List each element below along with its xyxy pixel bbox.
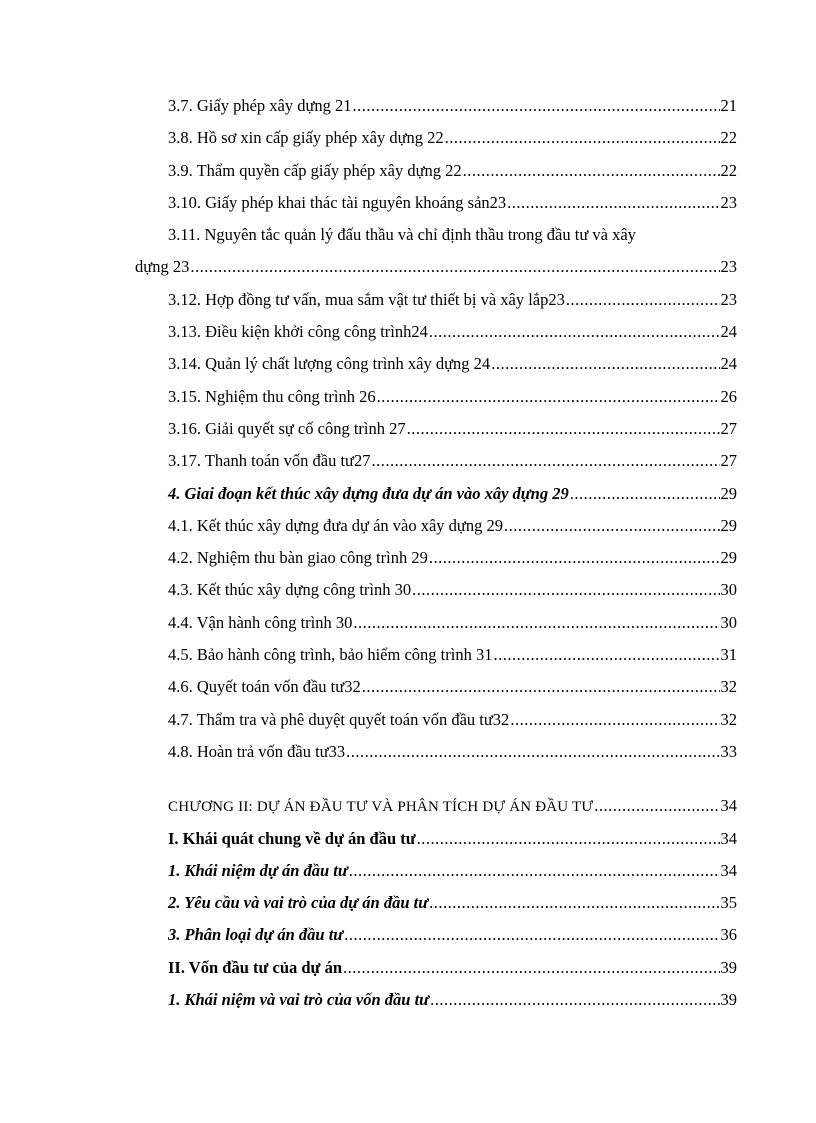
toc-entry-page: 34 xyxy=(720,860,737,880)
dot-leader xyxy=(566,284,720,316)
toc-entry-title: 4.3. Kết thúc xây dựng công trình 30 xyxy=(168,580,412,600)
toc-entry-page: 27 xyxy=(720,418,737,438)
dot-leader xyxy=(344,919,719,951)
toc-entry-3-14[interactable] xyxy=(135,348,737,380)
toc-entry-title: 3.16. Giải quyết sự cố công trình 27 xyxy=(168,418,406,438)
dot-leader xyxy=(430,984,719,1016)
toc-part-1-item-2[interactable] xyxy=(135,887,737,919)
toc-entry-title: 3.8. Hồ sơ xin cấp giấy phép xây dựng 22 xyxy=(168,128,444,148)
toc-entry-title: 3.10. Giấy phép khai thác tài nguyên khoáng sản23 xyxy=(168,192,507,212)
dot-leader xyxy=(504,510,720,542)
toc-entry-title: 1. Khái niệm và vai trò của vốn đầu tư xyxy=(168,990,430,1010)
toc-entry-title: 4.4. Vận hành công trình 30 xyxy=(168,612,353,632)
toc-entry-page: 39 xyxy=(720,957,737,977)
toc-entry-page: 23 xyxy=(720,289,737,309)
dot-leader xyxy=(510,704,719,736)
toc-part-2[interactable] xyxy=(135,952,737,984)
toc-entry-title-line2-row xyxy=(135,251,737,283)
toc-entry-title: 3.14. Quản lý chất lượng công trình xây dựng 24 xyxy=(168,354,491,374)
toc-entry-3-11[interactable] xyxy=(135,219,737,284)
toc-entry-page: 33 xyxy=(720,741,737,761)
toc-entry-3-7[interactable] xyxy=(135,90,737,122)
toc-entry-3-9[interactable] xyxy=(135,155,737,187)
toc-entry-3-10[interactable] xyxy=(135,187,737,219)
toc-entry-3-12[interactable] xyxy=(135,284,737,316)
dot-leader xyxy=(343,952,719,984)
toc-entry-4-4[interactable] xyxy=(135,607,737,639)
toc-entry-title: 3.15. Nghiệm thu công trình 26 xyxy=(168,386,376,406)
section-spacer xyxy=(135,768,737,790)
toc-entry-page: 29 xyxy=(720,515,737,535)
toc-entry-title: 4.2. Nghiệm thu bàn giao công trình 29 xyxy=(168,548,428,568)
toc-chapter-title: CHƯƠNG II: DỰ ÁN ĐẦU TƯ VÀ PHÂN TÍCH DỰ ÁN ĐẦU TƯ xyxy=(168,799,594,816)
table-of-contents xyxy=(135,90,737,1016)
toc-entry-page: 26 xyxy=(720,386,737,406)
toc-entry-title: 4.5. Bảo hành công trình, bảo hiểm công trình 31 xyxy=(168,645,493,665)
dot-leader xyxy=(507,187,719,219)
toc-entry-page: 24 xyxy=(720,322,737,342)
toc-entry-page: 39 xyxy=(720,990,737,1010)
dot-leader xyxy=(429,316,720,348)
toc-entry-page: 35 xyxy=(720,893,737,913)
dot-leader xyxy=(594,790,719,822)
toc-part-2-item-1[interactable] xyxy=(135,984,737,1016)
toc-entry-page: 21 xyxy=(720,96,737,115)
toc-entry-page: 30 xyxy=(720,612,737,632)
toc-entry-page: 27 xyxy=(720,451,737,471)
toc-section-4[interactable] xyxy=(135,478,737,510)
toc-entry-title: 3.9. Thẩm quyền cấp giấy phép xây dựng 22 xyxy=(168,160,462,180)
toc-entry-page: 32 xyxy=(720,677,737,697)
toc-entry-page: 32 xyxy=(720,709,737,729)
toc-entry-title: 3. Phân loại dự án đầu tư xyxy=(168,925,344,945)
dot-leader xyxy=(417,823,720,855)
dot-leader xyxy=(353,607,719,639)
toc-part-1-item-1[interactable] xyxy=(135,855,737,887)
toc-entry-4-8[interactable] xyxy=(135,736,737,768)
toc-entry-title: 4.8. Hoàn trả vốn đầu tư33 xyxy=(168,741,346,761)
toc-entry-4-1[interactable] xyxy=(135,510,737,542)
toc-part-1-item-3[interactable] xyxy=(135,919,737,951)
toc-entry-page: 29 xyxy=(720,483,737,503)
toc-entry-title: 3.17. Thanh toán vốn đầu tư27 xyxy=(168,451,371,471)
toc-entry-title: 3.13. Điều kiện khởi công công trình24 xyxy=(168,322,428,342)
toc-entry-page: 34 xyxy=(720,828,737,848)
toc-entry-3-16[interactable] xyxy=(135,413,737,445)
toc-entry-4-6[interactable] xyxy=(135,671,737,703)
toc-entry-3-13[interactable] xyxy=(135,316,737,348)
toc-entry-title: 4.1. Kết thúc xây dựng đưa dự án vào xây dựng 29 xyxy=(168,515,503,535)
dot-leader xyxy=(190,251,719,283)
toc-part-1[interactable] xyxy=(135,823,737,855)
toc-entry-page: 29 xyxy=(720,548,737,568)
toc-entry-page: 23 xyxy=(720,192,737,212)
dot-leader xyxy=(463,155,720,187)
toc-entry-page: 36 xyxy=(720,925,737,945)
toc-entry-page: 22 xyxy=(720,128,737,148)
toc-entry-4-3[interactable] xyxy=(135,574,737,606)
dot-leader xyxy=(353,90,720,122)
toc-entry-4-7[interactable] xyxy=(135,704,737,736)
dot-leader xyxy=(372,445,720,477)
dot-leader xyxy=(349,855,720,887)
toc-part-title: I. Khái quát chung về dự án đầu tư xyxy=(168,828,416,848)
dot-leader xyxy=(412,574,719,606)
toc-chapter-2[interactable] xyxy=(135,790,737,822)
toc-entry-title: 4.6. Quyết toán vốn đầu tư32 xyxy=(168,677,361,697)
toc-entry-4-2[interactable] xyxy=(135,542,737,574)
dot-leader xyxy=(346,736,719,768)
dot-leader xyxy=(362,671,720,703)
toc-entry-title-line2: dựng 23 xyxy=(135,257,190,277)
dot-leader xyxy=(377,381,720,413)
dot-leader xyxy=(493,639,719,671)
toc-entry-page: 31 xyxy=(720,645,737,665)
dot-leader xyxy=(570,478,720,510)
toc-section-title: 4. Giai đoạn kết thúc xây dựng đưa dự án vào xây dựng 29 xyxy=(168,483,569,503)
toc-entry-page: 24 xyxy=(720,354,737,374)
toc-entry-page: 22 xyxy=(720,160,737,180)
toc-entry-title: 4.7. Thẩm tra và phê duyệt quyết toán vốn đầu tư32 xyxy=(168,709,510,729)
toc-entry-title: 3.7. Giấy phép xây dựng 21 xyxy=(168,96,352,115)
toc-entry-title-line1: 3.11. Nguyên tắc quản lý đấu thầu và chỉ định thầu trong đầu tư và xây xyxy=(168,225,636,245)
toc-entry-page: 23 xyxy=(720,257,737,277)
toc-entry-3-17[interactable] xyxy=(135,445,737,477)
dot-leader xyxy=(407,413,720,445)
toc-entry-title: 3.12. Hợp đồng tư vấn, mua sắm vật tư thiết bị và xây lắp23 xyxy=(168,289,565,309)
toc-entry-3-8[interactable] xyxy=(135,122,737,154)
dot-leader xyxy=(429,887,719,919)
toc-entry-title: 2. Yêu cầu và vai trò của dự án đầu tư xyxy=(168,893,429,913)
toc-part-title: II. Vốn đầu tư của dự án xyxy=(168,957,343,977)
toc-entry-4-5[interactable] xyxy=(135,639,737,671)
toc-entry-3-15[interactable] xyxy=(135,381,737,413)
dot-leader xyxy=(491,348,719,380)
dot-leader xyxy=(445,122,720,154)
toc-entry-page: 34 xyxy=(720,796,737,816)
dot-leader xyxy=(429,542,720,574)
toc-entry-title: 1. Khái niệm dự án đầu tư xyxy=(168,860,348,880)
toc-entry-page: 30 xyxy=(720,580,737,600)
